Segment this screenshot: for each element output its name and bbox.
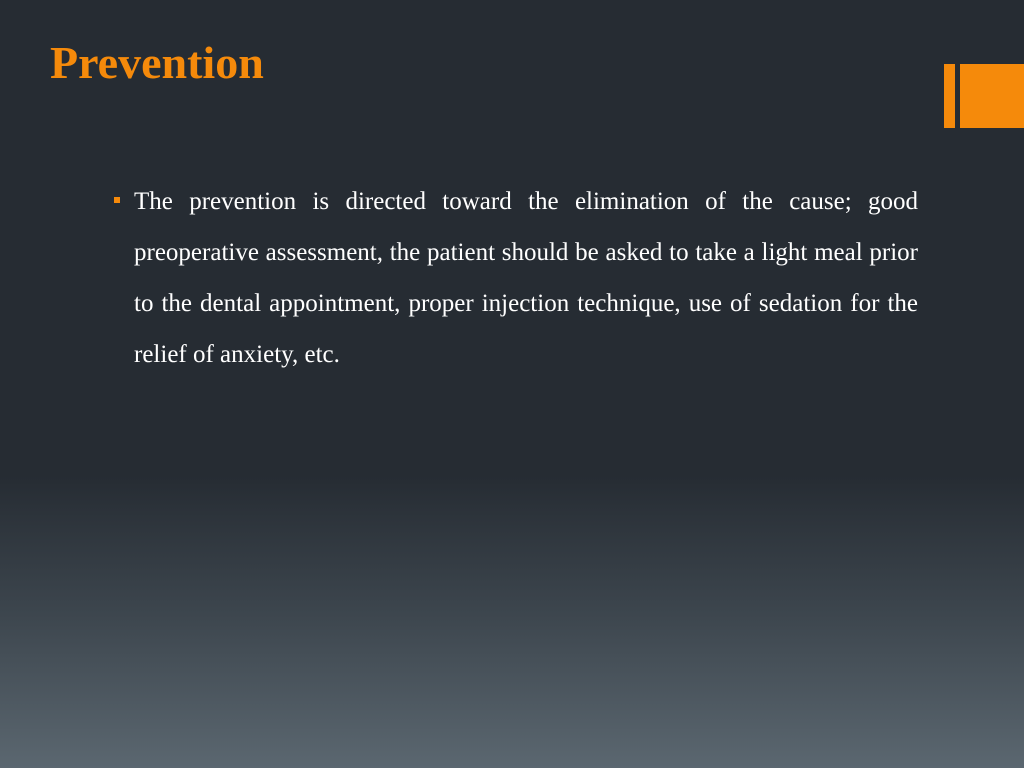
slide-title: Prevention <box>50 37 264 88</box>
bullet-item <box>112 176 918 380</box>
bullet-list <box>112 176 918 380</box>
square-bullet-icon <box>114 197 120 203</box>
bullet-text: The prevention is directed toward the elimination of the cause; good preoperative assessment, the patient should be asked to take a light meal prior to the dental appointment, proper injection technique, use of sedation for the relief of anxiety, etc. <box>134 188 918 368</box>
accent-bar-block <box>960 64 1024 128</box>
accent-bar-thin <box>944 64 955 128</box>
